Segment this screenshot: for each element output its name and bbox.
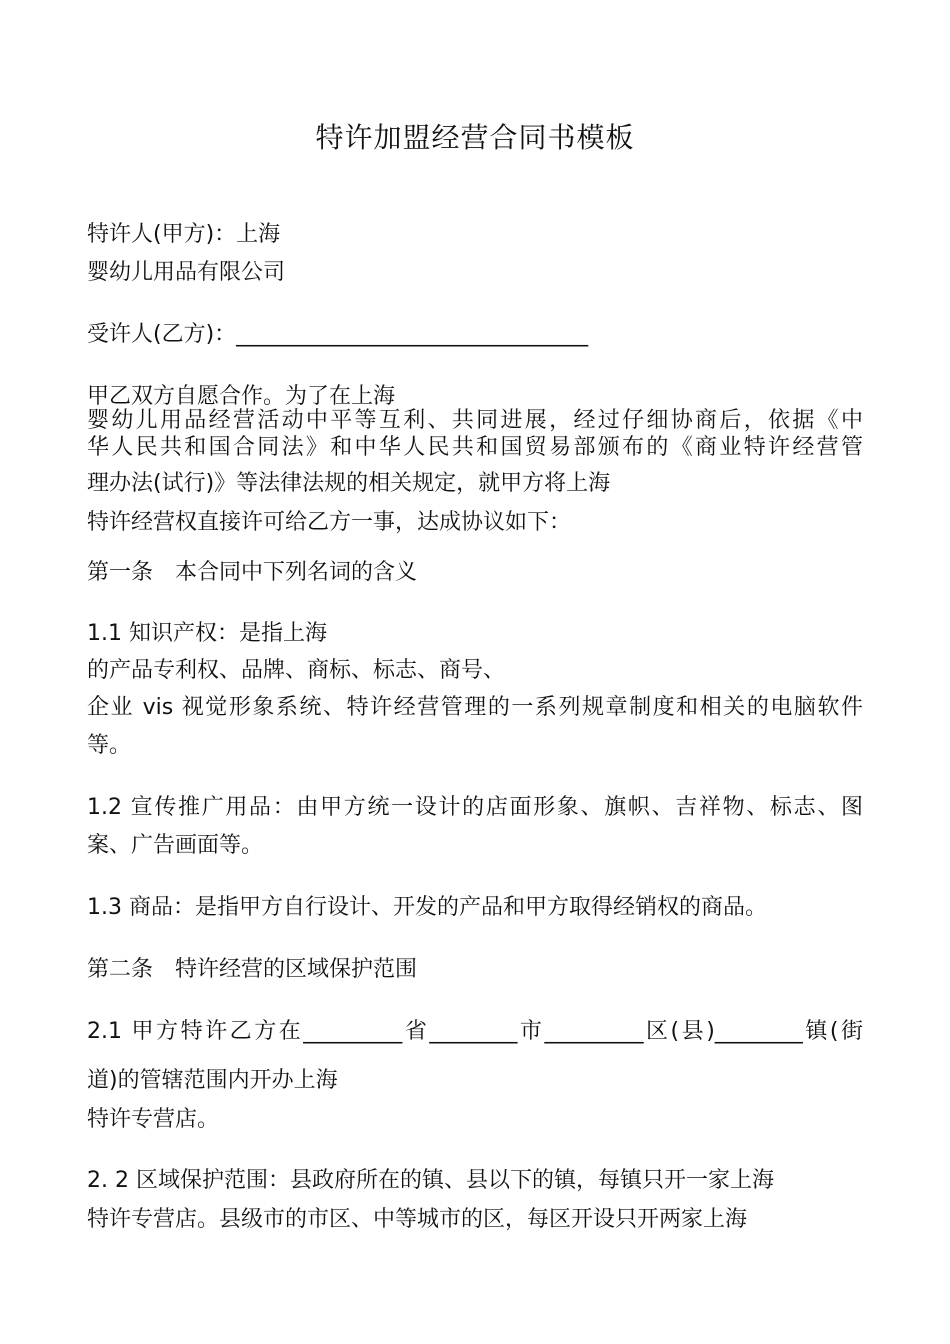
clause-1-3: 1.3 商品：是指甲方自行设计、开发的产品和甲方取得经销权的商品。 bbox=[87, 895, 767, 920]
intro-line: 理办法(试行)》等法律法规的相关规定，就甲方将上海 bbox=[87, 471, 611, 496]
clause-1-1: 企业 vis 视觉形象系统、特许经营管理的一系列规章制度和相关的电脑软件 bbox=[87, 695, 863, 720]
clause-1-1: 的产品专利权、品牌、商标、标志、商号、 bbox=[87, 658, 506, 683]
article-2-heading: 第二条 特许经营的区域保护范围 bbox=[87, 957, 418, 982]
intro-line: 特许经营权直接许可给乙方一事，达成协议如下： bbox=[87, 510, 572, 535]
document-title: 特许加盟经营合同书模板 bbox=[315, 121, 635, 154]
party-a-label: 特许人(甲方)：上海 bbox=[87, 222, 281, 247]
clause-1-1: 1.1 知识产权：是指上海 bbox=[87, 621, 327, 646]
article-1-heading: 第一条 本合同中下列名词的含义 bbox=[87, 560, 418, 585]
party-a-name: 婴幼儿用品有限公司 bbox=[87, 260, 286, 285]
intro-line: 华人民共和国合同法》和中华人民共和国贸易部颁布的《商业特许经营管 bbox=[87, 435, 863, 460]
intro-line: 婴幼儿用品经营活动中平等互利、共同进展，经过仔细协商后，依据《中 bbox=[87, 408, 863, 433]
clause-2-2: 特许专营店。县级市的市区、中等城市的区，每区开设只开两家上海 bbox=[87, 1207, 748, 1232]
party-b-label: 受许人(乙方)：________________________________ bbox=[87, 322, 589, 347]
clause-1-1: 等。 bbox=[87, 733, 132, 758]
clause-1-2: 案、广告画面等。 bbox=[87, 833, 264, 858]
clause-1-2: 1.2 宣传推广用品：由甲方统一设计的店面形象、旗帜、吉祥物、标志、图 bbox=[87, 795, 863, 820]
clause-2-1: 特许专营店。 bbox=[87, 1107, 220, 1132]
clause-2-1: 2.1 甲方特许乙方在_________省________市_________区(县)________镇(街 bbox=[87, 1019, 863, 1044]
clause-2-2: 2. 2 区域保护范围：县政府所在的镇、县以下的镇，每镇只开一家上海 bbox=[87, 1168, 774, 1193]
clause-2-1: 道)的管辖范围内开办上海 bbox=[87, 1068, 338, 1093]
intro-line: 甲乙双方自愿合作。为了在上海 bbox=[87, 384, 396, 409]
